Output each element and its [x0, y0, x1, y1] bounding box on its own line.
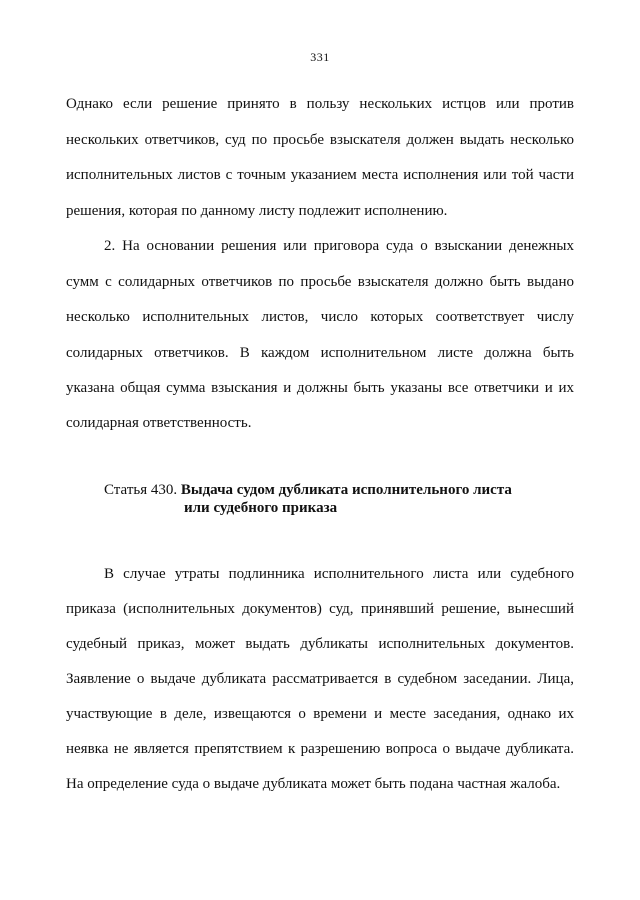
- paragraph-1-line-3: исполнительных листов с точным указанием места исполнения или той части: [66, 167, 574, 183]
- paragraph-2-line-5: указана общая сумма взыскания и должны быть указаны все ответчики и их: [66, 380, 574, 396]
- article-title-line-2: или судебного приказа: [184, 500, 338, 516]
- paragraph-3-line-7: На определение суда о выдаче дубликата может быть подана частная жалоба.: [66, 776, 561, 792]
- paragraph-3-line-6: неявка не является препятствием к разрешению вопроса о выдаче дубликата.: [66, 741, 574, 757]
- paragraph-3-line-4: Заявление о выдаче дубликата рассматривается в судебном заседании. Лица,: [66, 671, 574, 687]
- paragraph-3-line-5: участвующие в деле, извещаются о времени и месте заседания, однако их: [66, 706, 574, 722]
- paragraph-1-line-2: нескольких ответчиков, суд по просьбе взыскателя должен выдать несколько: [66, 132, 574, 148]
- paragraph-3-line-2: приказа (исполнительных документов) суд, принявший решение, вынесший: [66, 601, 574, 617]
- paragraph-2-line-2: сумм с солидарных ответчиков по просьбе взыскателя должно быть выдано: [66, 274, 574, 290]
- page-number: 331: [310, 50, 330, 64]
- paragraph-2-line-6: солидарная ответственность.: [66, 415, 252, 431]
- paragraph-1-line-1: Однако если решение принято в пользу нескольких истцов или против: [66, 96, 574, 112]
- paragraph-2-line-4: солидарных ответчиков. В каждом исполнительном листе должна быть: [66, 345, 574, 361]
- paragraph-1-line-4: решения, которая по данному листу подлежит исполнению.: [66, 203, 448, 219]
- paragraph-2-line-3: несколько исполнительных листов, число которых соответствует числу: [66, 309, 574, 325]
- article-number: Статья 430.: [104, 482, 178, 498]
- article-heading: [104, 482, 512, 499]
- paragraph-2-line-1: 2. На основании решения или приговора суда о взыскании денежных: [104, 238, 574, 254]
- paragraph-3-line-1: В случае утраты подлинника исполнительного листа или судебного: [104, 566, 574, 582]
- article-title-line-1: Выдача судом дубликата исполнительного листа: [180, 482, 512, 498]
- paragraph-3-line-3: судебный приказ, может выдать дубликаты исполнительных документов.: [66, 636, 574, 652]
